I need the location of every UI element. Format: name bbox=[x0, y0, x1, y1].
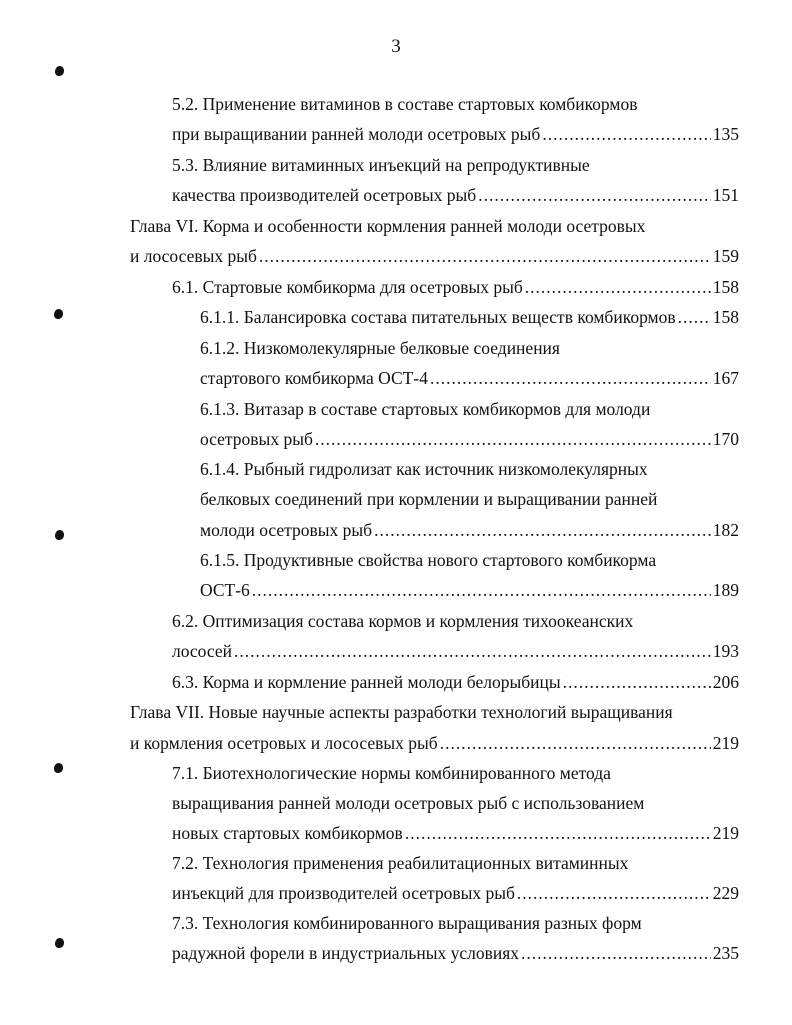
binding-hole-mark bbox=[55, 66, 64, 76]
toc-entry-7-1-line2: выращивания ранней молоди осетровых рыб с использованием bbox=[172, 793, 645, 813]
page-ref: 167 bbox=[712, 368, 739, 388]
page-ref: 159 bbox=[712, 246, 739, 266]
toc-entry-6-1-2-line1: 6.1.2. Низкомолекулярные белковые соединения bbox=[200, 338, 560, 358]
toc-entry-6-1-3-line1: 6.1.3. Витазар в составе стартовых комбикормов для молоди bbox=[200, 399, 651, 419]
toc-entry-7-3: радужной форели в индустриальных условиях ..... 235 bbox=[172, 941, 739, 965]
toc-entry-5-3: качества производителей осетровых рыб ..... 151 bbox=[172, 183, 739, 207]
binding-hole-mark bbox=[55, 530, 64, 540]
toc-entry-5-2-line1: 5.2. Применение витаминов в составе стартовых комбикормов bbox=[172, 94, 638, 114]
page-ref: 135 bbox=[712, 124, 739, 144]
toc-entry-6-1-4: молоди осетровых рыб ..... 182 bbox=[200, 518, 739, 542]
toc-entry-6-1-2: стартового комбикорма ОСТ-4 ..... 167 bbox=[200, 366, 739, 390]
page-ref: 219 bbox=[712, 823, 739, 843]
page-ref: 235 bbox=[712, 943, 739, 963]
toc-entry-6-1-1: 6.1.1. Балансировка состава питательных веществ комбикормов ..... 158 bbox=[200, 305, 739, 329]
binding-hole-mark bbox=[54, 763, 63, 773]
toc-entry-6-2: лососей ..... 193 bbox=[172, 639, 739, 663]
toc-chapter-6-line1: Глава VI. Корма и особенности кормления ранней молоди осетровых bbox=[130, 216, 646, 236]
page-ref: 219 bbox=[712, 733, 739, 753]
toc-entry-6-1-5: ОСТ-6 ..... 189 bbox=[200, 578, 739, 602]
page-ref: 158 bbox=[712, 277, 739, 297]
toc-chapter-6: и лососевых рыб ..... 159 bbox=[130, 244, 739, 268]
toc-entry-6-1-4-line1: 6.1.4. Рыбный гидролизат как источник низкомолекулярных bbox=[200, 459, 648, 479]
toc-entry-5-2: при выращивании ранней молоди осетровых рыб ..... 135 bbox=[172, 122, 739, 146]
toc-entry-5-3-line1: 5.3. Влияние витаминных инъекций на репродуктивные bbox=[172, 155, 590, 175]
toc-entry-6-1-5-line1: 6.1.5. Продуктивные свойства нового стартового комбикорма bbox=[200, 550, 657, 570]
binding-hole-mark bbox=[54, 309, 63, 319]
page-ref: 151 bbox=[712, 185, 739, 205]
toc-entry-7-2: инъекций для производителей осетровых рыб ..... 229 bbox=[172, 881, 739, 905]
page-ref: 189 bbox=[712, 580, 739, 600]
binding-hole-mark bbox=[55, 938, 64, 948]
page-ref: 158 bbox=[712, 307, 739, 327]
toc-entry-7-1: новых стартовых комбикормов ..... 219 bbox=[172, 821, 739, 845]
toc-entry-6-3: 6.3. Корма и кормление ранней молоди белорыбицы ..... 206 bbox=[172, 670, 739, 694]
toc-entry-6-2-line1: 6.2. Оптимизация состава кормов и кормления тихоокеанских bbox=[172, 611, 634, 631]
toc-entry-7-2-line1: 7.2. Технология применения реабилитационных витаминных bbox=[172, 853, 629, 873]
toc-entry-6-1-3: осетровых рыб ..... 170 bbox=[200, 427, 739, 451]
page-number: 3 bbox=[391, 36, 401, 57]
page-ref: 206 bbox=[712, 672, 739, 692]
toc-chapter-7-line1: Глава VII. Новые научные аспекты разработки технологий выращивания bbox=[130, 702, 673, 722]
page-ref: 229 bbox=[712, 883, 739, 903]
page-ref: 170 bbox=[712, 429, 739, 449]
page-ref: 182 bbox=[712, 520, 739, 540]
toc-entry-6-1: 6.1. Стартовые комбикорма для осетровых рыб ..... 158 bbox=[172, 275, 739, 299]
toc-entry-6-1-4-line2: белковых соединений при кормлении и выращивании ранней bbox=[200, 489, 658, 509]
toc-entry-7-1-line1: 7.1. Биотехнологические нормы комбинированного метода bbox=[172, 763, 611, 783]
page-ref: 193 bbox=[712, 641, 739, 661]
toc-chapter-7: и кормления осетровых и лососевых рыб ..... 219 bbox=[130, 731, 739, 755]
toc-entry-7-3-line1: 7.3. Технология комбинированного выращивания разных форм bbox=[172, 913, 642, 933]
